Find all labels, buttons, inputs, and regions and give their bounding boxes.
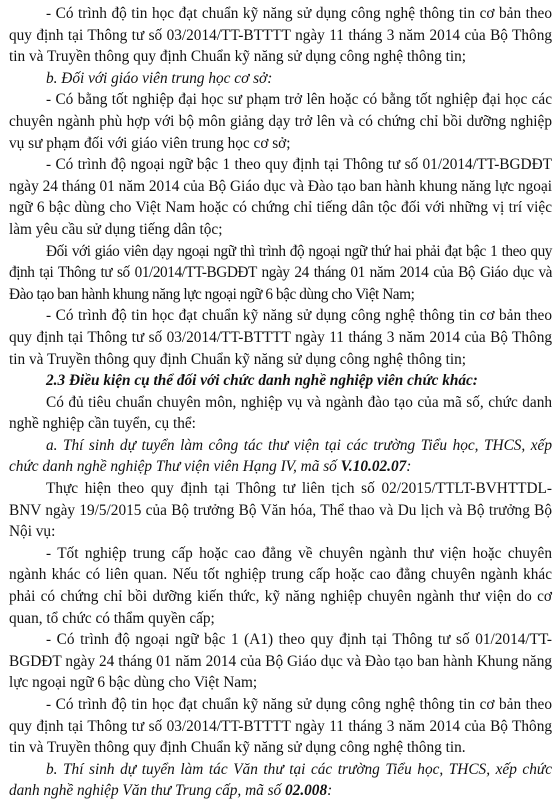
subheading-librarian-text: a. Thí sinh dự tuyển làm công tác thư viện tại các trường Tiểu học, THCS, xếp chức danh nghề nghiệp Thư viện viên Hạng IV, mã số <box>9 436 552 476</box>
subheading-clerical-text: b. Thí sinh dự tuyển làm tác Văn thư tại các trường Tiểu học, THCS, xếp chức danh nghề nghiệp Văn thư Trung cấp, mã số <box>9 760 552 800</box>
paragraph-circular-reference: Thực hiện theo quy định tại Thông tư liên tịch số 02/2015/TTLT-BVHTTDL-BNV ngày 19/5/2015 của Bộ trưởng Bộ Văn hóa, Thể thao và Du lịch và Bộ trưởng Bộ Nội vụ: <box>9 480 552 541</box>
paragraph-general-criteria: Có đủ tiêu chuẩn chuyên môn, nghiệp vụ và ngành đào tạo của mã số, chức danh nghề nghiệp cần tuyển, cụ thể: <box>9 393 552 433</box>
subheading-lower-secondary-teachers: b. Đối với giáo viên trung học cơ sở: <box>46 69 273 87</box>
paragraph-librarian-language: - Có trình độ ngoại ngữ bậc 1 (A1) theo quy định tại Thông tư số 01/2014/TT-BGDĐT ngày 24 tháng 01 năm 2014 của Bộ Giáo dục và Đào tạo ban hành Khung năng lực ngoại ngữ 6 bậc dùng cho Việt Nam; <box>9 631 552 692</box>
clerical-code: 02.008 <box>285 782 328 800</box>
paragraph-it-requirement-2: - Có trình độ tin học đạt chuẩn kỹ năng sử dụng công nghệ thông tin cơ bản theo quy định tại Thông tư số 03/2014/TT-BTTTT ngày 11 tháng 3 năm 2014 của Bộ Thông tin và Truyền thông quy định Chuẩn kỹ năng sử dụng công nghệ thông tin; <box>9 307 552 368</box>
subheading-clerical-colon: : <box>327 782 333 800</box>
subheading-librarian <box>9 435 552 478</box>
paragraph-librarian-it: - Có trình độ tin học đạt chuẩn kỹ năng sử dụng công nghệ thông tin cơ bản theo quy định tại Thông tư số 03/2014/TT-BTTTT ngày 11 tháng 3 năm 2014 của Bộ Thông tin và Truyền thông quy định Chuẩn kỹ năng sử dụng công nghệ thông tin. <box>9 696 552 757</box>
librarian-code: V.10.02.07 <box>340 458 407 476</box>
paragraph-second-language-requirement: Đối với giáo viên dạy ngoại ngữ thì trình độ ngoại ngữ thứ hai phải đạt bậc 1 theo quy định tại Thông tư số 01/2014/TT-BGDĐT ngày 24 tháng 01 năm 2014 của Bộ Giáo dục và Đào tạo ban hành khung năng lực ngoại ngữ 6 bậc dùng cho Việt Nam; <box>9 242 552 303</box>
paragraph-degree-requirement: - Có bằng tốt nghiệp đại học sư phạm trở lên hoặc có bằng tốt nghiệp đại học các chuyên ngành phù hợp với bộ môn giảng dạy trở lên và có chứng chỉ bồi dưỡng nghiệp vụ sư phạm đối với giáo viên trung học cơ sở; <box>9 91 552 152</box>
paragraph-librarian-degree: - Tốt nghiệp trung cấp hoặc cao đẳng về chuyên ngành thư viện hoặc chuyên ngành khác có liên quan. Nếu tốt nghiệp trung cấp hoặc cao đẳng chuyên ngành khác phải có chứng chỉ bồi dưỡng kiến thức, kỹ năng nghiệp chuyên ngành thư viện do cơ quan, tổ chức có thẩm quyền cấp; <box>9 544 552 627</box>
section-heading-2-3: 2.3 Điều kiện cụ thể đối với chức danh nghề nghiệp viên chức khác: <box>46 372 478 390</box>
subheading-librarian-colon: : <box>406 458 412 476</box>
subheading-clerical <box>9 759 552 802</box>
paragraph-foreign-language-requirement: - Có trình độ ngoại ngữ bậc 1 theo quy định tại Thông tư số 01/2014/TT-BGDĐT ngày 24 tháng 01 năm 2014 của Bộ Giáo dục và Đào tạo ban hành khung năng lực ngoại ngữ 6 bậc dùng cho Việt Nam hoặc có chứng chỉ tiếng dân tộc đối với những vị trí việc làm yêu cầu sử dụng tiếng dân tộc; <box>9 156 552 238</box>
paragraph-it-requirement-1: - Có trình độ tin học đạt chuẩn kỹ năng sử dụng công nghệ thông tin cơ bản theo quy định tại Thông tư số 03/2014/TT-BTTTT ngày 11 tháng 3 năm 2014 của Bộ Thông tin và Truyền thông quy định Chuẩn kỹ năng sử dụng công nghệ thông tin; <box>9 5 552 66</box>
